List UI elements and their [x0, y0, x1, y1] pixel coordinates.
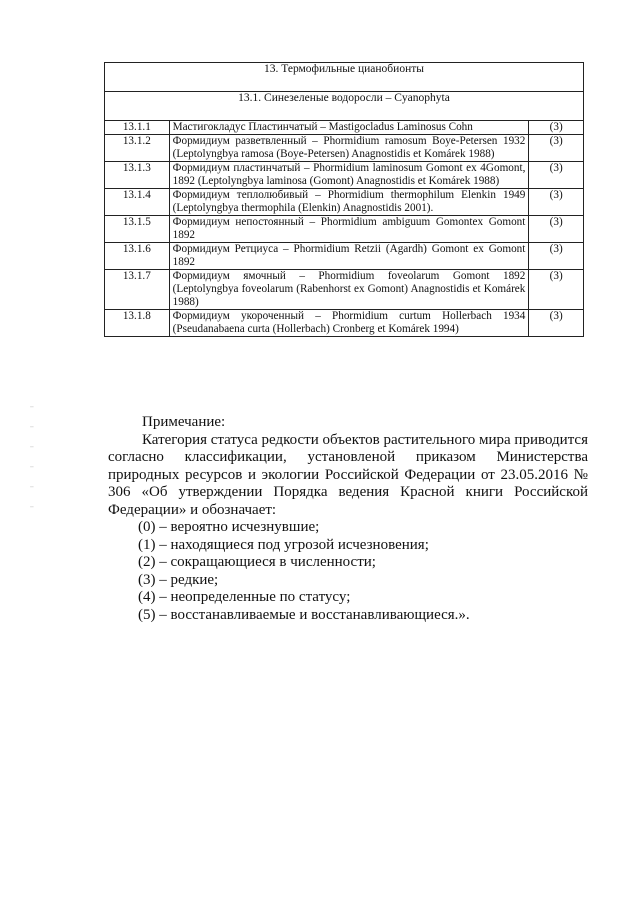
row-code: 13.1.8 — [105, 310, 170, 337]
scan-mark: ┈ — [30, 485, 34, 491]
scan-mark: ┈ — [30, 505, 34, 511]
list-item: (1) – находящиеся под угрозой исчезновения; — [138, 536, 429, 553]
row-species-name: Формидиум непостоянный – Phormidium ambiguum Gomontex Gomont 1892 — [169, 216, 529, 243]
row-status: (3) — [529, 310, 584, 337]
section-row — [105, 63, 584, 92]
table-row — [105, 135, 584, 162]
scan-mark: ┈ — [30, 445, 34, 451]
row-status: (3) — [529, 162, 584, 189]
subsection-row — [105, 92, 584, 121]
note-heading: Примечание: — [142, 414, 226, 430]
subsection-heading: 13.1. Синезеленые водоросли – Cyanophyta — [105, 92, 584, 121]
row-status: (3) — [529, 135, 584, 162]
row-code: 13.1.7 — [105, 270, 170, 310]
row-species-name: Мастигокладус Пластинчатый – Mastigocladus Laminosus Cohn — [169, 121, 529, 135]
row-status: (3) — [529, 243, 584, 270]
list-item: (3) – редкие; — [138, 571, 219, 588]
row-code: 13.1.5 — [105, 216, 170, 243]
row-status: (3) — [529, 121, 584, 135]
row-code: 13.1.4 — [105, 189, 170, 216]
list-item: (2) – сокращающиеся в численности; — [138, 554, 376, 570]
row-code: 13.1.6 — [105, 243, 170, 270]
row-species-name: Формидиум теплолюбивый – Phormidium thermophilum Elenkin 1949 (Leptolyngbya thermophila (Elenkin) Anagnostidis 2001). — [169, 189, 529, 216]
table-row — [105, 121, 584, 135]
species-table — [104, 62, 584, 337]
scan-mark: ┈ — [30, 405, 34, 411]
list-item: (5) – восстанавливаемые и восстанавливающиеся.». — [138, 606, 470, 623]
list-item: (0) – вероятно исчезнувшие; — [138, 519, 320, 535]
row-species-name: Формидиум пластинчатый – Phormidium laminosum Gomont ex 4Gomont, 1892 (Leptolyngbya laminosa (Gomont) Anagnostidis et Komárek 1988) — [169, 162, 529, 189]
scan-mark: ┈ — [30, 425, 34, 431]
table-row — [105, 189, 584, 216]
note-paragraph: Категория статуса редкости объектов растительного мира приводится согласно классификации, установленой приказом Министерства природных ресурсов и экологии Российской Федерации от 23.05.2016 № 306 «Об утверждении Порядка ведения Красной книги Российской Федерации» и обозначает: — [108, 431, 588, 518]
section-heading: 13. Термофильные цианобионты — [105, 63, 584, 92]
row-code: 13.1.2 — [105, 135, 170, 162]
table-row — [105, 270, 584, 310]
list-item: (4) – неопределенные по статусу; — [138, 589, 351, 605]
row-status: (3) — [529, 189, 584, 216]
table-row — [105, 310, 584, 337]
table-row — [105, 243, 584, 270]
row-code: 13.1.1 — [105, 121, 170, 135]
row-code: 13.1.3 — [105, 162, 170, 189]
table-row — [105, 216, 584, 243]
row-species-name: Формидиум разветвленный – Phormidium ramosum Boye-Petersen 1932 (Leptolyngbya ramosa (Boye-Petersen) Anagnostidis et Komárek 1988) — [169, 135, 529, 162]
row-species-name: Формидиум укороченный – Phormidium curtum Hollerbach 1934 (Pseudanabaena curta (Hollerbach) Cronberg et Komárek 1994) — [169, 310, 529, 337]
row-status: (3) — [529, 216, 584, 243]
scan-mark: ┈ — [30, 465, 34, 471]
row-species-name: Формидиум ямочный – Phormidium foveolarum Gomont 1892 (Leptolyngbya foveolarum (Rabenhorst ex Gomont) Anagnostidis et Komárek 1988) — [169, 270, 529, 310]
note-block — [108, 414, 588, 624]
table-row — [105, 162, 584, 189]
row-species-name: Формидиум Ретциуса – Phormidium Retzii (Agardh) Gomont ex Gomont 1892 — [169, 243, 529, 270]
row-status: (3) — [529, 270, 584, 310]
